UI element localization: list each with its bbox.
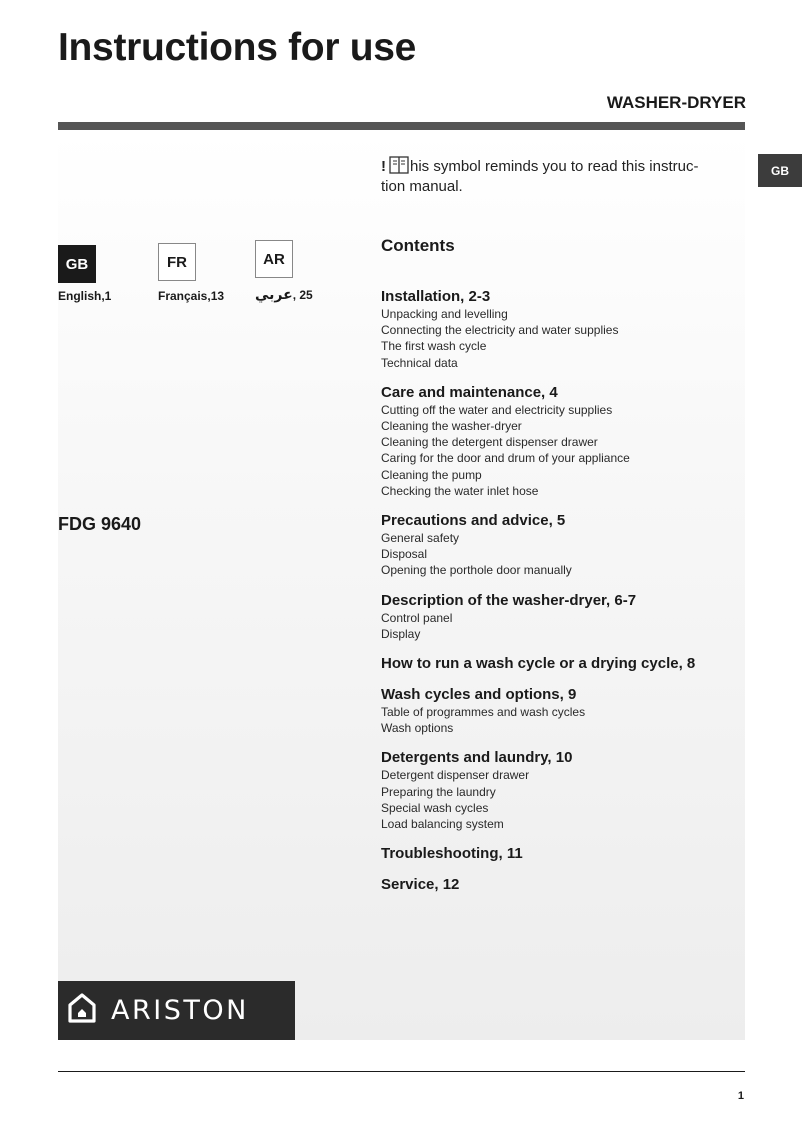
contents-section bbox=[381, 686, 751, 736]
section-item: Connecting the electricity and water supplies bbox=[381, 323, 619, 338]
section-item: Detergent dispenser drawer bbox=[381, 768, 530, 783]
section-title: Service, 12 bbox=[381, 876, 460, 894]
contents-list bbox=[381, 288, 751, 894]
section-item: Preparing the laundry bbox=[381, 784, 496, 799]
house-icon bbox=[67, 992, 97, 1029]
section-item: Wash options bbox=[381, 721, 454, 736]
arabic-page: , 25 bbox=[292, 288, 313, 302]
section-item: Unpacking and levelling bbox=[381, 307, 508, 321]
warning-mark: ! bbox=[381, 158, 386, 175]
section-item: Load balancing system bbox=[381, 817, 504, 832]
brand-name: ARISTON bbox=[111, 995, 249, 1026]
model-number: FDG 9640 bbox=[58, 514, 142, 534]
contents-heading: Contents bbox=[381, 236, 455, 255]
section-item: Cleaning the pump bbox=[381, 467, 482, 482]
page-title: Instructions for use bbox=[58, 26, 417, 69]
notice-text: his symbol reminds you to read this instruc- tion manual. bbox=[381, 158, 699, 195]
section-title: Description of the washer-dryer, 6-7 bbox=[381, 591, 637, 609]
section-title: Wash cycles and options, 9 bbox=[381, 686, 577, 704]
contents-section bbox=[381, 592, 751, 642]
language-box-gb: GB bbox=[58, 245, 96, 283]
contents-section bbox=[381, 876, 751, 894]
read-manual-notice bbox=[381, 156, 726, 195]
contents-section bbox=[381, 845, 751, 863]
language-label-french: Français,13 bbox=[158, 289, 225, 303]
section-item: The first wash cycle bbox=[381, 339, 487, 354]
section-title: Care and maintenance, 4 bbox=[381, 383, 558, 401]
contents-section bbox=[381, 288, 751, 371]
language-label-arabic bbox=[255, 286, 313, 303]
product-type: WASHER-DRYER bbox=[606, 93, 746, 112]
page-number: 1 bbox=[737, 1090, 744, 1102]
section-title: Detergents and laundry, 10 bbox=[381, 749, 573, 767]
section-item: Caring for the door and drum of your appliance bbox=[381, 451, 630, 466]
header-divider bbox=[58, 122, 745, 130]
ariston-logo bbox=[58, 981, 295, 1040]
contents-section bbox=[381, 749, 751, 832]
section-item: Technical data bbox=[381, 355, 458, 370]
contents-section bbox=[381, 512, 751, 579]
contents-section bbox=[381, 384, 751, 499]
section-item: Disposal bbox=[381, 547, 428, 562]
section-title: Installation, 2-3 bbox=[381, 288, 491, 305]
section-item: Cleaning the washer-dryer bbox=[381, 419, 522, 434]
section-item: Cutting off the water and electricity supplies bbox=[381, 402, 613, 417]
language-box-ar: AR bbox=[255, 240, 293, 278]
section-item: Special wash cycles bbox=[381, 800, 489, 815]
language-box-fr: FR bbox=[158, 243, 196, 281]
table-of-contents bbox=[381, 236, 751, 907]
section-item: Control panel bbox=[381, 610, 453, 625]
section-item: Checking the water inlet hose bbox=[381, 483, 539, 498]
section-title: How to run a wash cycle or a drying cycle, 8 bbox=[381, 655, 696, 673]
arabic-word: عربي bbox=[255, 286, 293, 302]
language-tab-gb: GB bbox=[758, 154, 802, 187]
section-item: Display bbox=[381, 626, 421, 641]
section-title: Troubleshooting, 11 bbox=[381, 845, 523, 863]
section-item: Table of programmes and wash cycles bbox=[381, 705, 586, 720]
footer-divider bbox=[58, 1071, 745, 1072]
section-item: General safety bbox=[381, 531, 460, 546]
section-item: Opening the porthole door manually bbox=[381, 563, 572, 578]
book-icon bbox=[389, 156, 409, 178]
language-label-english: English,1 bbox=[58, 289, 112, 303]
contents-section bbox=[381, 655, 751, 673]
section-title: Precautions and advice, 5 bbox=[381, 512, 566, 530]
section-item: Cleaning the detergent dispenser drawer bbox=[381, 435, 598, 450]
